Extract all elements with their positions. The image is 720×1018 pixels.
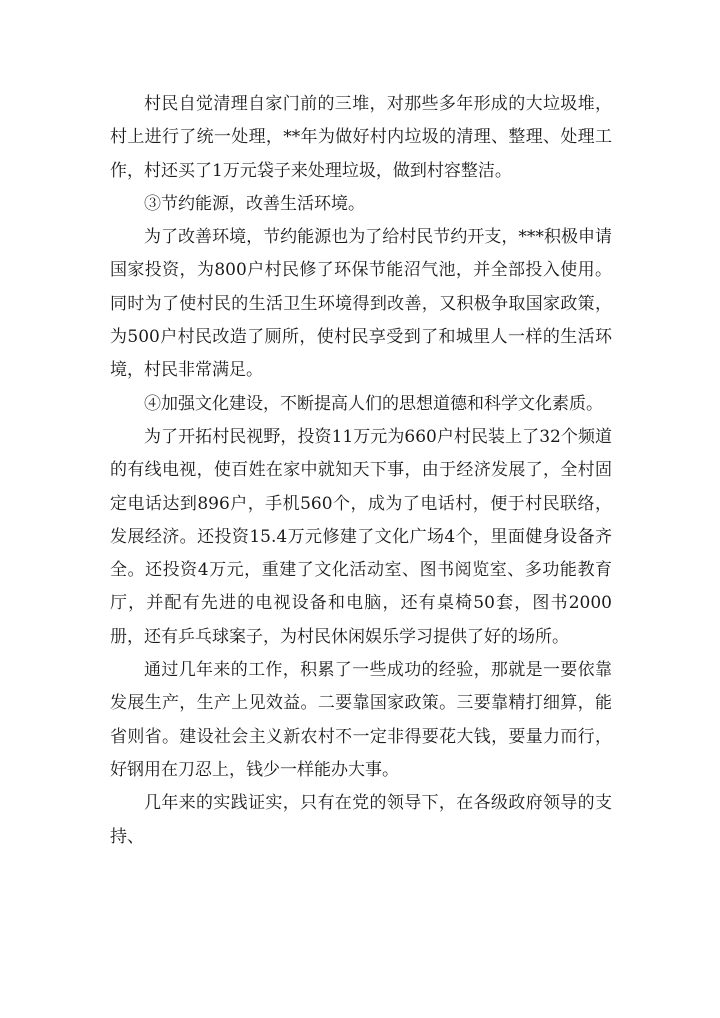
heading-save-energy: ③节约能源，改善生活环境。: [144, 193, 365, 214]
body-text: [110, 88, 612, 854]
paragraph-conclusion: 几年来的实践证实，只有在党的领导下，在各级政府领导的支持、: [110, 793, 612, 847]
paragraph-garbage-cleanup: 村民自觉清理自家门前的三堆，对那些多年形成的大垃圾堆，村上进行了统一处理，**年为做好村内垃圾的清理、整理、处理工作，村还买了1万元袋子来处理垃圾，做到村容整洁。: [110, 94, 612, 181]
paragraph-biogas-toilets: 为了改善环境，节约能源也为了给村民节约开支，***积极申请国家投资，为800户村民修了环保节能沼气池，并全部投入使用。同时为了使村民的生活卫生环境得到改善，又积极争取国家政策，为500户村民改造了厕所，使村民享受到了和城里人一样的生活环境，村民非常满足。: [110, 227, 612, 381]
heading-culture-building: ④加强文化建设，不断提高人们的思想道德和科学文化素质。: [144, 393, 603, 414]
paragraph-experience: 通过几年来的工作，积累了一些成功的经验，那就是一要依靠发展生产，生产上见效益。二要靠国家政策。三要靠精打细算，能省则省。建设社会主义新农村不一定非得要花大钱，要量力而行，好钢用在刀忍上，钱少一样能办大事。: [110, 660, 612, 780]
paragraph-culture-investment: 为了开拓村民视野，投资11万元为660户村民装上了32个频道的有线电视，使百姓在家中就知天下事，由于经济发展了，全村固定电话达到896户，手机560个，成为了电话村，便于村民联络，发展经济。还投资15.4万元修建了文化广场4个，里面健身设备齐全。还投资4万元，重建了文化活动室、图书阅览室、多功能教育厅，并配有先进的电视设备和电脑，还有桌椅50套，图书2000册，还有乒乓球案子，为村民休闲娱乐学习提供了好的场所。: [110, 426, 612, 647]
